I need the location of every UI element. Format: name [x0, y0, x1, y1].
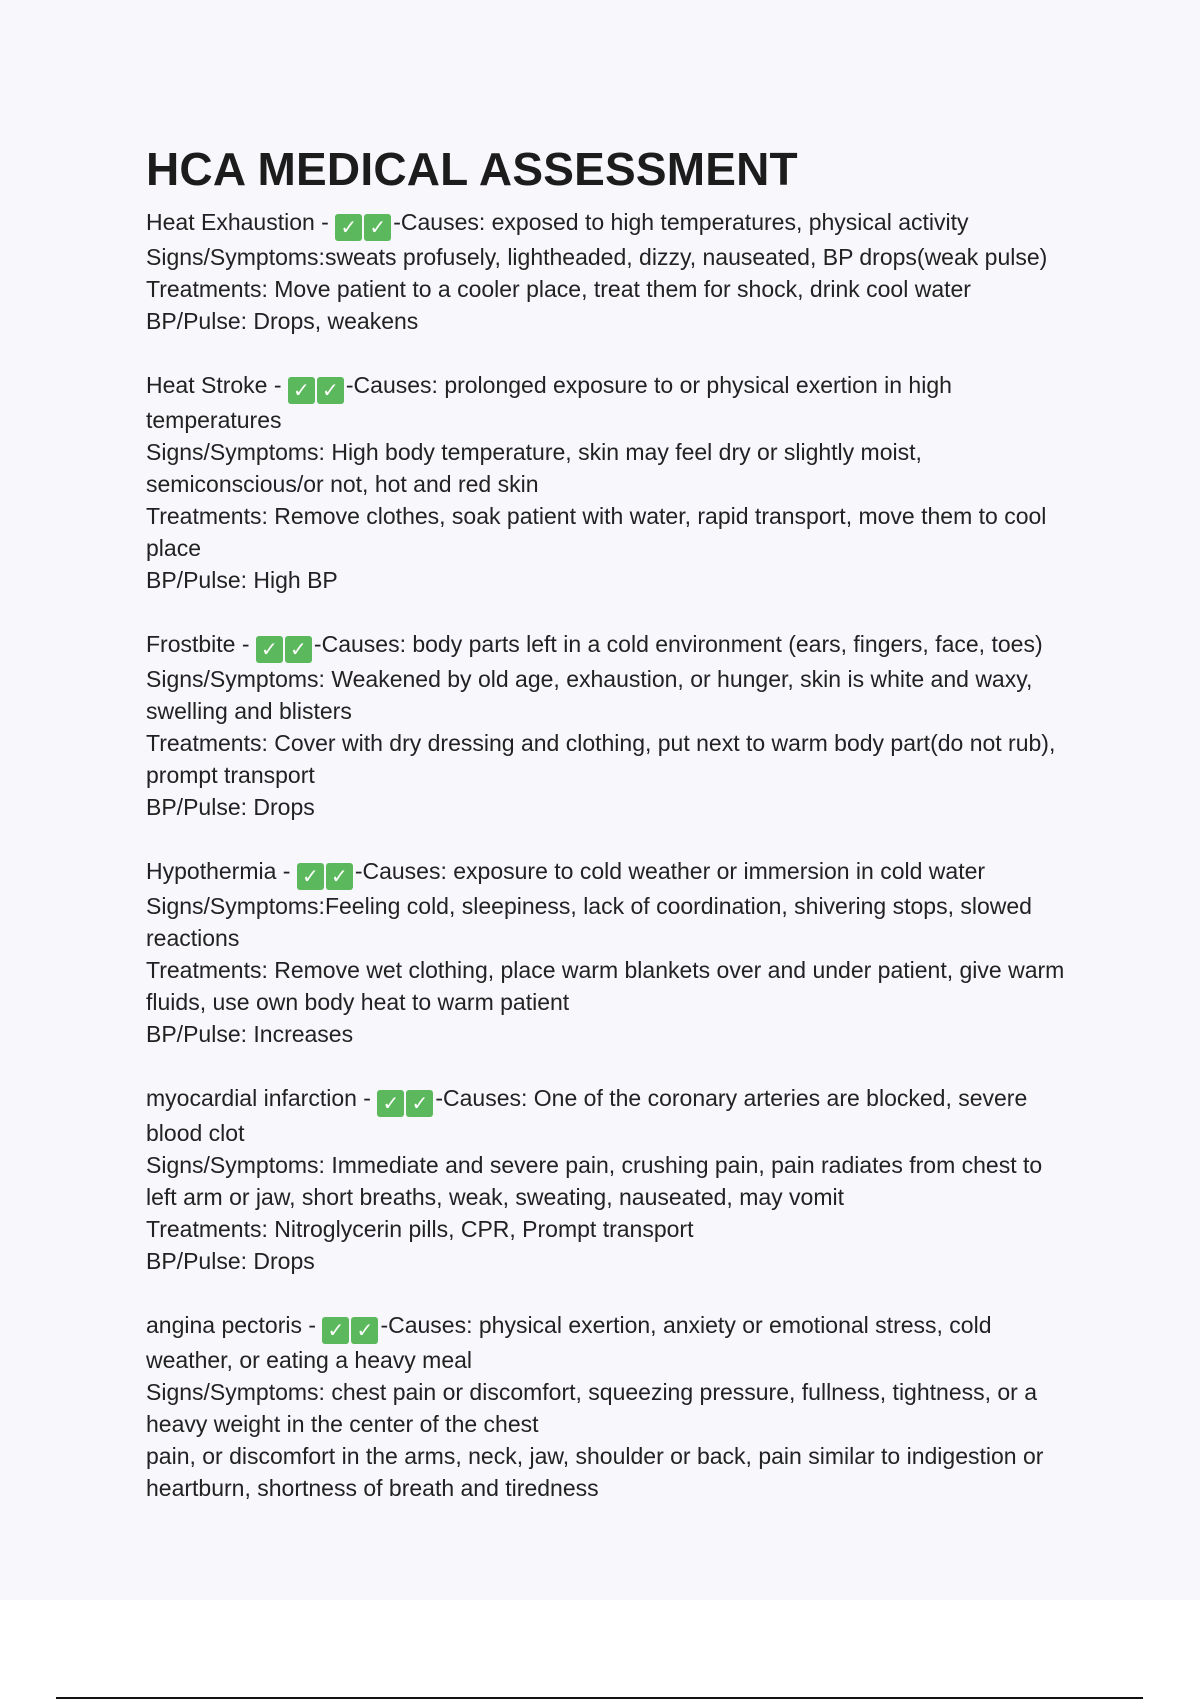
condition-heading-line — [146, 1309, 1076, 1376]
page-divider — [56, 1697, 1143, 1699]
condition-heading-line — [146, 206, 1076, 241]
checkmark-icon: ✓ — [377, 1090, 404, 1117]
checkmark-icon: ✓ — [317, 377, 344, 404]
condition-detail-line: Signs/Symptoms:sweats profusely, lightheaded, dizzy, nauseated, BP drops(weak pulse) — [146, 243, 1048, 270]
condition-heading-line — [146, 628, 1076, 663]
condition-name: Heat Stroke - — [146, 371, 288, 398]
condition-detail-line: Treatments: Cover with dry dressing and clothing, put next to warm body part(do not rub), prompt transport — [146, 729, 1056, 788]
condition-causes: -Causes: exposed to high temperatures, physical activity — [393, 208, 969, 235]
condition-entry — [146, 1082, 1076, 1277]
checkmark-icon: ✓ — [322, 1317, 349, 1344]
condition-detail-line: Signs/Symptoms: Weakened by old age, exhaustion, or hunger, skin is white and waxy, swelling and blisters — [146, 665, 1033, 724]
checkmark-icon: ✓ — [335, 214, 362, 241]
condition-detail-line: BP/Pulse: Drops — [146, 1247, 315, 1274]
condition-detail-line: Signs/Symptoms: High body temperature, skin may feel dry or slightly moist, semiconscious/or not, hot and red skin — [146, 438, 922, 497]
condition-causes: -Causes: physical exertion, anxiety or emotional stress, cold weather, or eating a heavy meal — [146, 1311, 992, 1373]
condition-heading-line — [146, 1082, 1076, 1149]
checkmark-icon: ✓ — [256, 636, 283, 663]
condition-detail-line: BP/Pulse: Drops — [146, 793, 315, 820]
condition-detail-line: BP/Pulse: High BP — [146, 566, 338, 593]
condition-name: Frostbite - — [146, 630, 256, 657]
condition-heading-line — [146, 369, 1076, 436]
condition-name: myocardial infarction - — [146, 1084, 378, 1111]
condition-entry — [146, 855, 1076, 1050]
condition-detail-line: Treatments: Remove clothes, soak patient with water, rapid transport, move them to cool place — [146, 502, 1047, 561]
condition-entry — [146, 1309, 1076, 1504]
condition-detail-line: Signs/Symptoms: Immediate and severe pain, crushing pain, pain radiates from chest to left arm or jaw, short breaths, weak, sweating, nauseated, may vomit — [146, 1151, 1043, 1210]
condition-detail-line: BP/Pulse: Drops, weakens — [146, 307, 419, 334]
condition-detail-line: Treatments: Move patient to a cooler place, treat them for shock, drink cool water — [146, 275, 971, 302]
condition-causes: -Causes: exposure to cold weather or immersion in cold water — [354, 857, 986, 884]
condition-detail-line: Signs/Symptoms: chest pain or discomfort, squeezing pressure, fullness, tightness, or a heavy weight in the center of the chest — [146, 1378, 1038, 1437]
condition-detail-line: Signs/Symptoms:Feeling cold, sleepiness, lack of coordination, shivering stops, slowed reactions — [146, 892, 1032, 951]
checkmark-icon: ✓ — [351, 1317, 378, 1344]
checkmark-icon: ✓ — [406, 1090, 433, 1117]
page-title: HCA MEDICAL ASSESSMENT — [146, 143, 798, 195]
condition-name: Hypothermia - — [146, 857, 297, 884]
condition-entry — [146, 206, 1076, 337]
condition-entry — [146, 628, 1076, 823]
checkmark-icon: ✓ — [364, 214, 391, 241]
checkmark-icon: ✓ — [285, 636, 312, 663]
condition-causes: -Causes: prolonged exposure to or physical exertion in high temperatures — [146, 371, 952, 433]
condition-name: angina pectoris - — [146, 1311, 323, 1338]
condition-detail-line: Treatments: Nitroglycerin pills, CPR, Prompt transport — [146, 1215, 694, 1242]
condition-detail-line: pain, or discomfort in the arms, neck, jaw, shoulder or back, pain similar to indigestion or heartburn, shortness of breath and tiredness — [146, 1442, 1044, 1501]
checkmark-icon: ✓ — [326, 863, 353, 890]
condition-name: Heat Exhaustion - — [146, 208, 336, 235]
condition-list — [146, 206, 1076, 1504]
checkmark-icon: ✓ — [297, 863, 324, 890]
condition-entry — [146, 369, 1076, 596]
condition-causes: -Causes: body parts left in a cold environment (ears, fingers, face, toes) — [313, 630, 1043, 657]
condition-heading-line — [146, 855, 1076, 890]
condition-detail-line: BP/Pulse: Increases — [146, 1020, 354, 1047]
condition-causes: -Causes: One of the coronary arteries are blocked, severe blood clot — [146, 1084, 1028, 1146]
condition-detail-line: Treatments: Remove wet clothing, place warm blankets over and under patient, give warm fluids, use own body heat to warm patient — [146, 956, 1065, 1015]
document-content — [146, 143, 1076, 1536]
checkmark-icon: ✓ — [288, 377, 315, 404]
